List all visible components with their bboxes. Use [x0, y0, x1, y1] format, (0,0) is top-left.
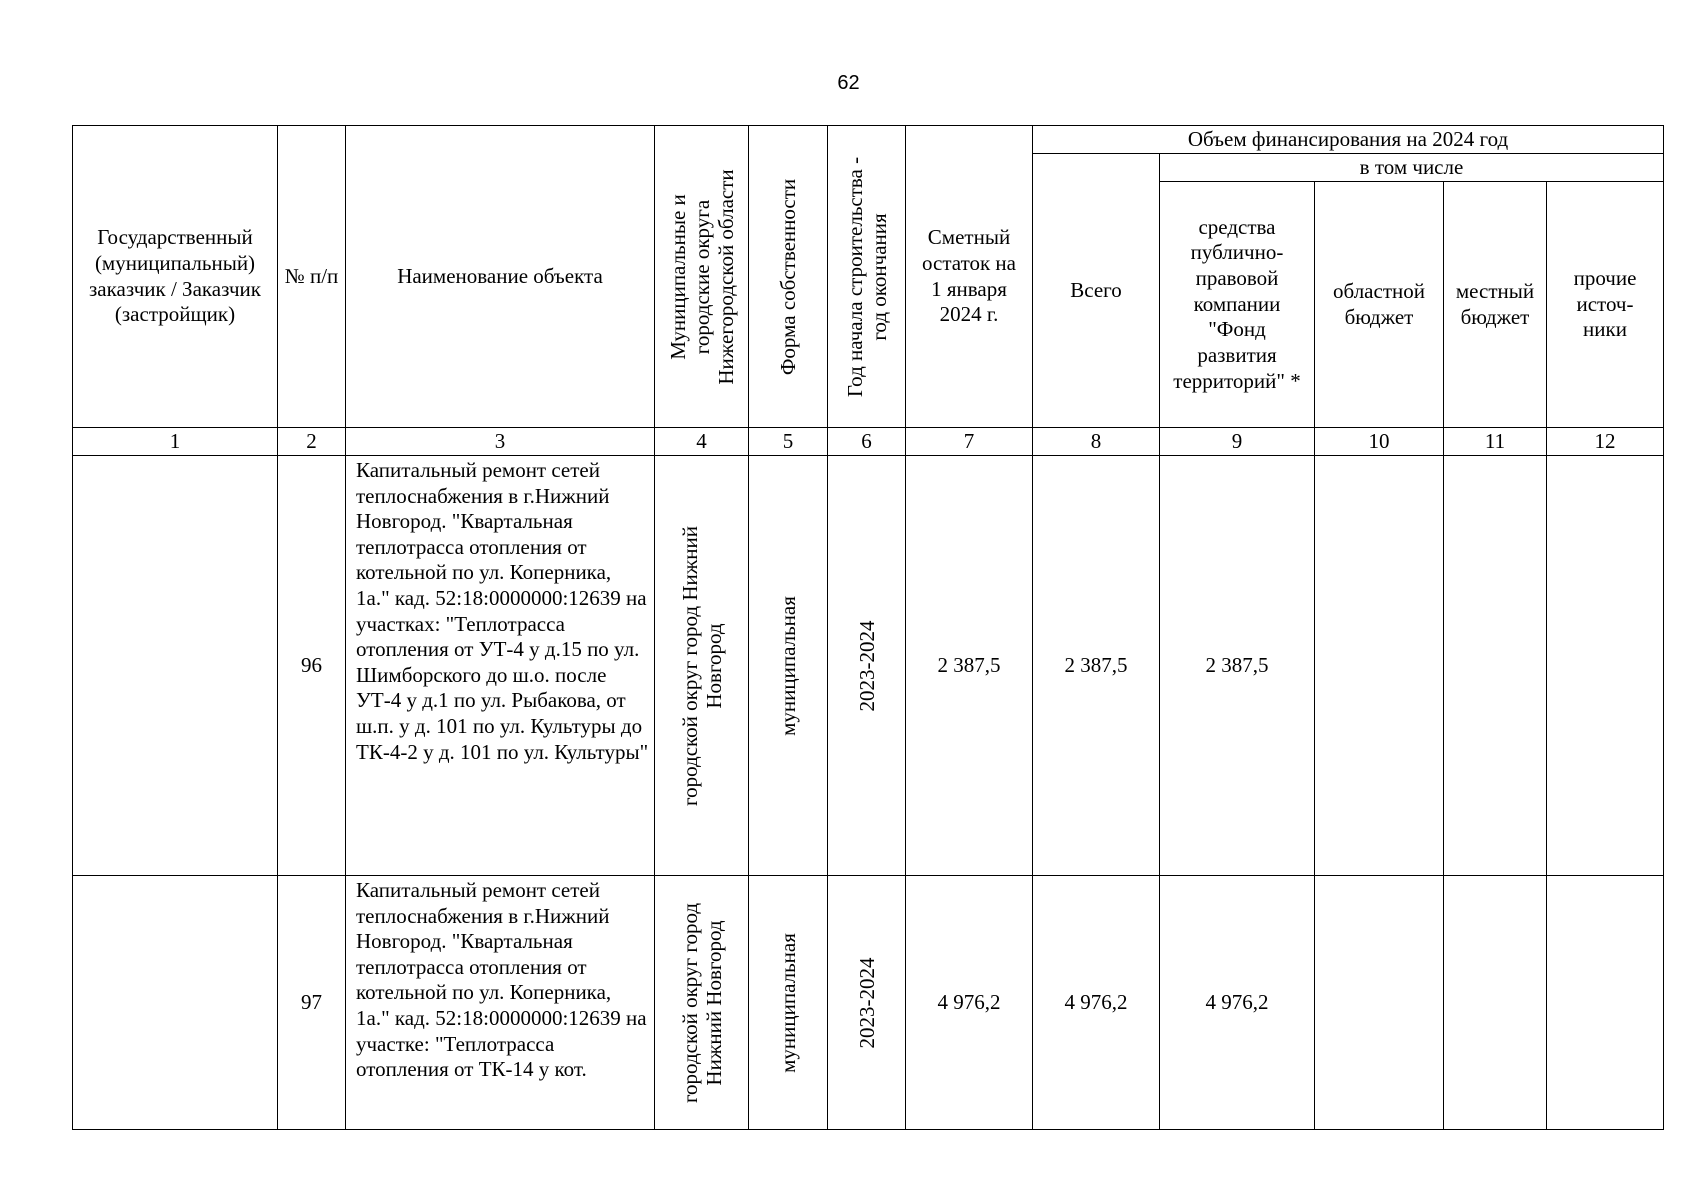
row-estimate-balance: 2 387,5: [906, 456, 1033, 876]
row-years: [828, 876, 906, 1130]
row-object-name-text: Капитальный ремонт сетей теплоснабжения в г.Нижний Новгород. "Квартальная теплотрасса отопления от котельной по ул. Коперника, 1а." кад. 52:18:0000000:12639 на участке: "Теплотрасса отопления от ТК-14 у кот.: [356, 878, 647, 1082]
header-other-sources: прочие источ-ники: [1547, 182, 1664, 428]
row-years: [828, 456, 906, 876]
header-local-budget: местный бюджет: [1444, 182, 1547, 428]
column-number: 5: [749, 428, 828, 456]
row-fund: 2 387,5: [1160, 456, 1315, 876]
column-number: 9: [1160, 428, 1315, 456]
header-municipality-line2: городские округа: [689, 199, 714, 354]
row-municipality-line2: Новгород: [701, 622, 726, 709]
row-years-text: 2023-2024: [854, 620, 879, 711]
column-number: 4: [655, 428, 749, 456]
row-total: 2 387,5: [1033, 456, 1160, 876]
row-customer: [73, 456, 278, 876]
row-municipality-line1: городской округ город Нижний: [677, 525, 702, 806]
column-number: 2: [278, 428, 346, 456]
column-number: 6: [828, 428, 906, 456]
row-local-budget: [1444, 876, 1547, 1130]
row-object-name-text: Капитальный ремонт сетей теплоснабжения в г.Нижний Новгород. "Квартальная теплотрасса отопления от котельной по ул. Коперника, 1а." кад. 52:18:0000000:12639 на участках: "Теплотрасса отопления от УТ-4 у д.15 по ул. Шимборского до ш.о. после УТ-4 у д.1 по ул. Рыбакова, от ш.п. у д. 101 по ул. Культуры до ТК-4-2 у д. 101 по ул. Культуры": [356, 458, 649, 764]
row-ownership: [749, 876, 828, 1130]
header-ownership: [749, 126, 828, 428]
table-row: [73, 876, 1664, 1130]
column-number-row: [73, 428, 1664, 456]
row-estimate-balance: 4 976,2: [906, 876, 1033, 1130]
header-municipality-line1: Муниципальные и: [665, 193, 690, 360]
header-object-name: Наименование объекта: [346, 126, 655, 428]
row-ownership-text: муниципальная: [775, 932, 800, 1073]
row-municipality-line2: Нижний Новгород: [701, 919, 726, 1086]
row-local-budget: [1444, 456, 1547, 876]
row-fund: 4 976,2: [1160, 876, 1315, 1130]
row-regional-budget: [1315, 876, 1444, 1130]
row-years-text: 2023-2024: [854, 957, 879, 1048]
column-number: 3: [346, 428, 655, 456]
row-other-sources: [1547, 876, 1664, 1130]
column-number: 7: [906, 428, 1033, 456]
page-number: 62: [837, 72, 860, 94]
header-funding-volume: Объем финансирования на 2024 год: [1033, 126, 1664, 154]
table-row: [73, 456, 1664, 876]
header-estimate-balance: Сметный остаток на 1 января 2024 г.: [906, 126, 1033, 428]
row-customer: [73, 876, 278, 1130]
column-number: 10: [1315, 428, 1444, 456]
row-total: 4 976,2: [1033, 876, 1160, 1130]
header-regional-budget: областной бюджет: [1315, 182, 1444, 428]
header-including: в том числе: [1160, 154, 1664, 182]
financing-table: [72, 125, 1664, 1130]
header-num: № п/п: [278, 126, 346, 428]
row-other-sources: [1547, 456, 1664, 876]
header-years-line1: Год начала строительства -: [842, 156, 867, 397]
row-object-name: [346, 876, 655, 1130]
row-ownership-text: муниципальная: [775, 595, 800, 736]
header-municipality-line3: Нижегородской области: [713, 168, 738, 385]
row-num: 96: [278, 456, 346, 876]
row-ownership: [749, 456, 828, 876]
header-municipality: [655, 126, 749, 428]
row-object-name: [346, 456, 655, 876]
row-regional-budget: [1315, 456, 1444, 876]
column-number: 11: [1444, 428, 1547, 456]
row-municipality: [655, 456, 749, 876]
row-num: 97: [278, 876, 346, 1130]
header-customer: Государственный (муниципальный) заказчик / Заказчик (застройщик): [73, 126, 278, 428]
column-number: 8: [1033, 428, 1160, 456]
column-number: 12: [1547, 428, 1664, 456]
header-ownership-text: Форма собственности: [775, 178, 800, 375]
header-row-1: [73, 126, 1664, 154]
row-municipality-line1: городской округ город: [677, 902, 702, 1103]
header-fund: средства публично-правовой компании "Фонд развития территорий" *: [1160, 182, 1315, 428]
row-municipality: [655, 876, 749, 1130]
header-years-line2: год окончания: [866, 212, 891, 341]
header-total: Всего: [1033, 154, 1160, 428]
header-years: [828, 126, 906, 428]
column-number: 1: [73, 428, 278, 456]
